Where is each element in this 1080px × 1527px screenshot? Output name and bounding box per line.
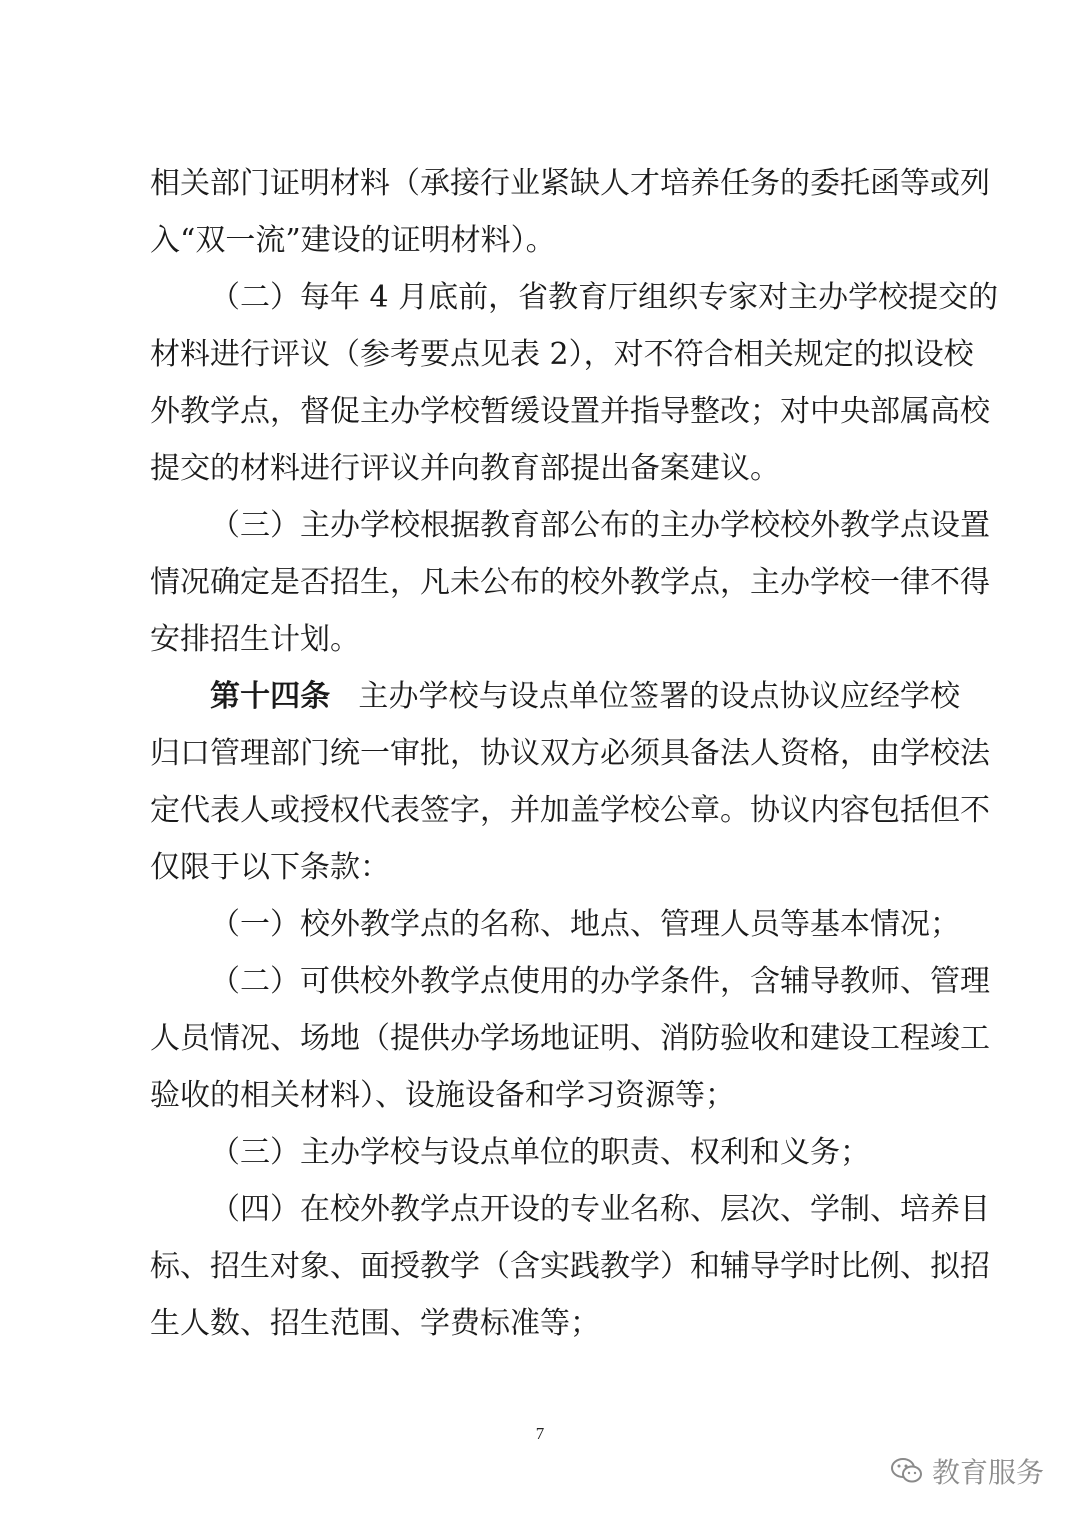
text-line: 主办学校与设点单位签署的设点协议应经学校 xyxy=(358,679,961,714)
text-line: （二）每年 4 月底前，省教育厅组织专家对主办学校提交的 xyxy=(210,280,999,315)
text-line: 外教学点，督促主办学校暂缓设置并指导整改；对中央部属高校 xyxy=(150,394,990,429)
text-line: 验收的相关材料）、设施设备和学习资源等； xyxy=(150,1078,735,1113)
text-line: 人员情况、场地（提供办学场地证明、消防验收和建设工程竣工 xyxy=(150,1021,990,1056)
text-line: 标、招生对象、面授教学（含实践教学）和辅导学时比例、拟招 xyxy=(150,1249,990,1284)
text-line: （一）校外教学点的名称、地点、管理人员等基本情况； xyxy=(210,907,960,942)
watermark-label: 教育服务 xyxy=(931,1456,1044,1489)
text-line: 归口管理部门统一审批，协议双方必须具备法人资格，由学校法 xyxy=(150,736,990,771)
account-watermark xyxy=(890,1451,1044,1491)
text-line: 入“双一流”建设的证明材料）。 xyxy=(150,223,556,258)
article-line xyxy=(150,668,960,725)
text-line: 安排招生计划。 xyxy=(150,622,360,657)
page-number: 7 xyxy=(535,1424,545,1443)
text-line: 定代表人或授权代表签字，并加盖学校公章。协议内容包括但不 xyxy=(150,793,990,828)
text-line: （三）主办学校与设点单位的职责、权利和义务； xyxy=(210,1135,870,1170)
text-line: （四）在校外教学点开设的专业名称、层次、学制、培养目 xyxy=(210,1192,990,1227)
text-line: 仅限于以下条款： xyxy=(150,850,390,885)
text-line: 相关部门证明材料（承接行业紧缺人才培养任务的委托函等或列 xyxy=(150,166,990,201)
text-line: 生人数、招生范围、学费标准等； xyxy=(150,1306,600,1341)
text-line: 情况确定是否招生，凡未公布的校外教学点，主办学校一律不得 xyxy=(150,565,990,600)
text-line: 材料进行评议（参考要点见表 2），对不符合相关规定的拟设校 xyxy=(150,337,974,372)
text-line: （三）主办学校根据教育部公布的主办学校校外教学点设置 xyxy=(210,508,990,543)
wechat-icon xyxy=(890,1456,924,1486)
article-heading: 第十四条 xyxy=(210,679,331,714)
document-body xyxy=(150,155,999,1352)
text-line: 提交的材料进行评议并向教育部提出备案建议。 xyxy=(150,451,780,486)
text-line: （二）可供校外教学点使用的办学条件，含辅导教师、管理 xyxy=(210,964,990,999)
